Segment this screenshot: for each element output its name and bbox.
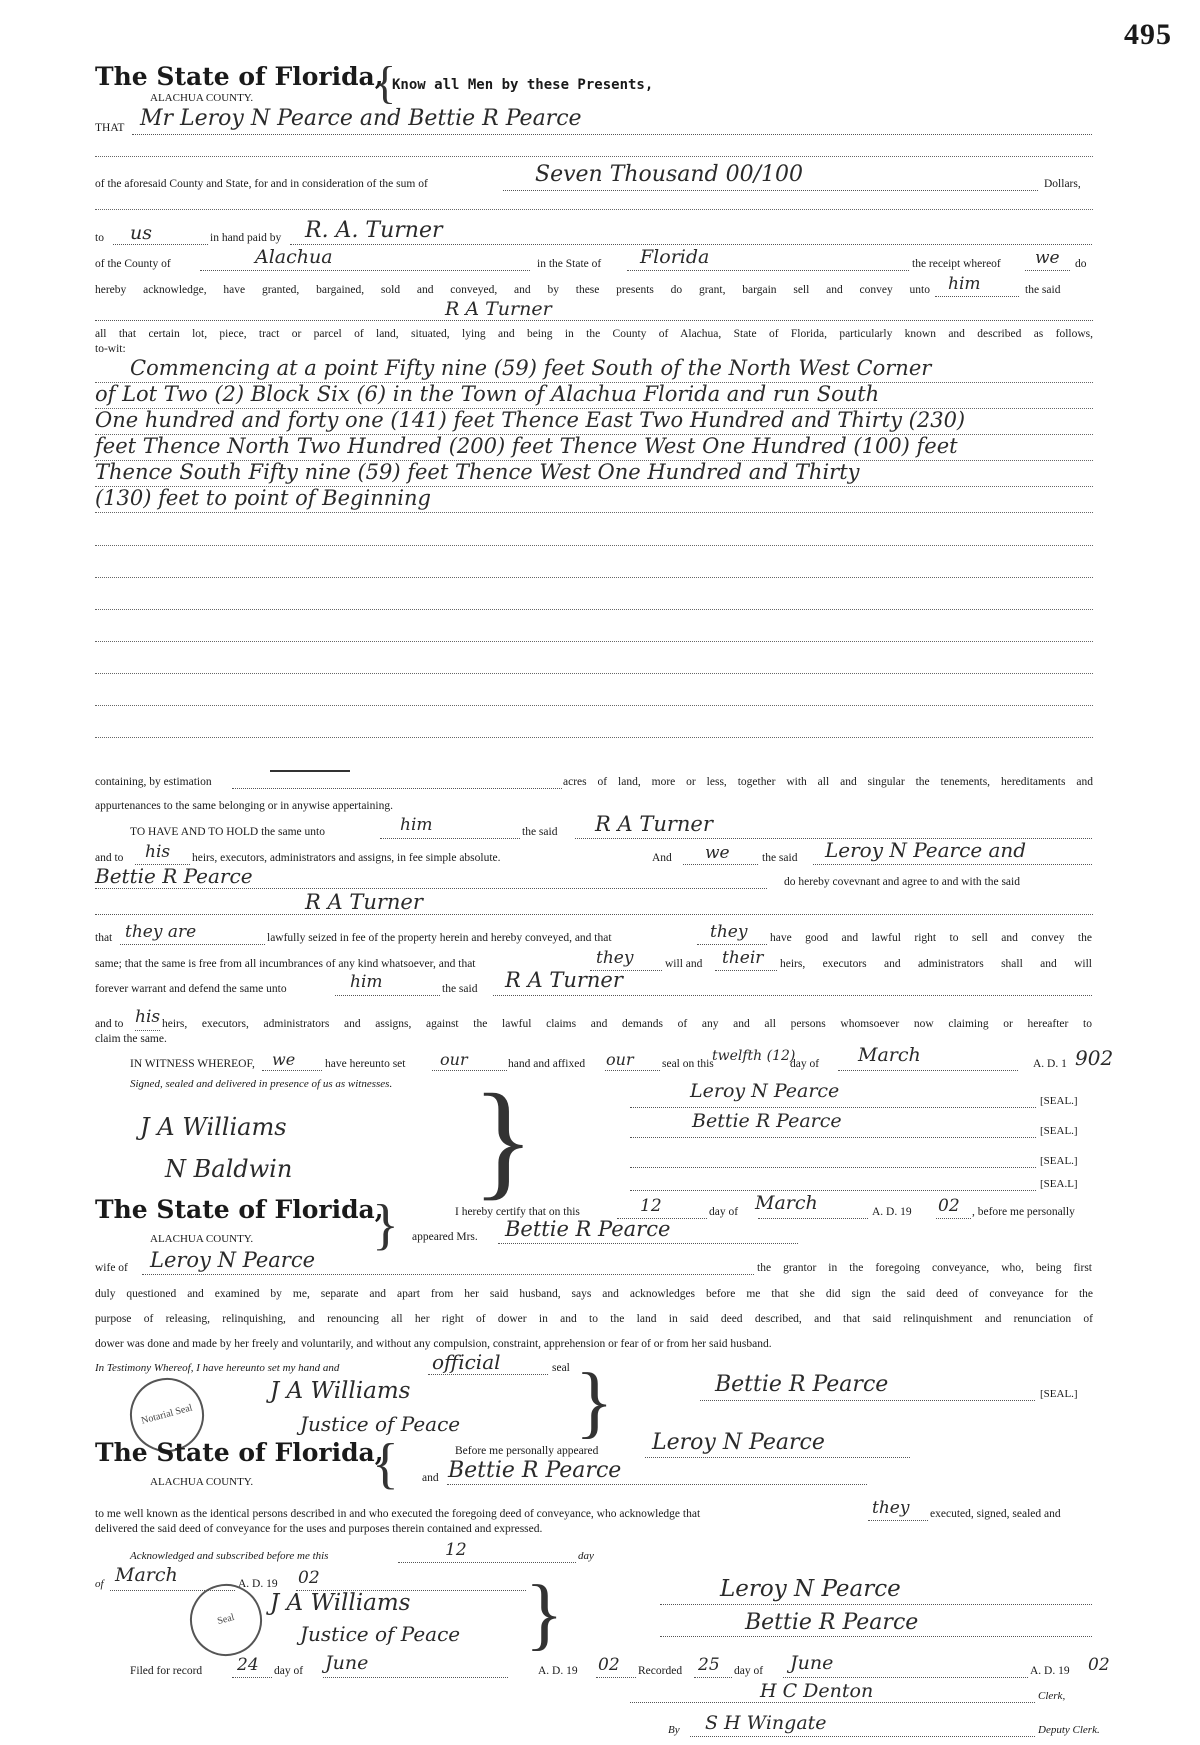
seized-text: lawfully seized in fee of the property herein and hereby conveyed, and that <box>267 932 612 944</box>
cert1-officer-title: Justice of Peace <box>300 1412 461 1436</box>
witness-signature: J A Williams <box>140 1113 287 1141</box>
month-handwritten: March <box>858 1044 921 1066</box>
cert2-year-handwritten: 02 <box>298 1568 320 1588</box>
payer-handwritten: R. A. Turner <box>305 218 443 243</box>
page-number: 495 <box>1124 18 1172 51</box>
cert1-state-title: The State of Florida, <box>95 1195 384 1224</box>
habendum-label: TO HAVE AND TO HOLD the same unto <box>130 826 325 838</box>
and-to-handwritten: his <box>145 842 171 862</box>
said-label: the said <box>762 852 798 864</box>
seal-label: [SEAL.] <box>1040 1155 1078 1167</box>
receipt-handwritten: we <box>1035 248 1060 268</box>
day-of-label: day of <box>790 1058 820 1070</box>
cert1-wife-of: wife of <box>95 1262 128 1274</box>
cert1-testimony-handwritten: official <box>432 1350 501 1374</box>
grantee-handwritten: R A Turner <box>445 298 552 320</box>
clerk-label: Clerk, <box>1038 1690 1066 1702</box>
filed-ad-label: A. D. 19 <box>538 1665 578 1677</box>
cert1-day-handwritten: 12 <box>640 1196 662 1216</box>
description-line: (130) feet to point of Beginning <box>95 486 431 510</box>
cert1-certify-text: I hereby certify that on this <box>455 1206 580 1218</box>
deputy-clerk-label: Deputy Clerk. <box>1038 1724 1100 1736</box>
hand-affixed-label: hand and affixed <box>508 1058 586 1070</box>
witness-signature: N Baldwin <box>165 1155 293 1183</box>
recorded-day-of: day of <box>734 1665 764 1677</box>
seal-label: [SEAL.] <box>1040 1095 1078 1107</box>
cert2-known-text: to me well known as the identical persons described in and who executed the foregoing deed of conveyance, who acknowledge that <box>95 1508 701 1520</box>
filed-day-handwritten: 24 <box>237 1655 259 1675</box>
that-handwritten-2: they are <box>125 922 197 942</box>
and-to-label: and to <box>95 852 124 864</box>
recorded-year-handwritten: 02 <box>1088 1655 1110 1675</box>
description-line: Thence South Fifty nine (59) feet Thence West One Hundred and Thirty <box>95 460 860 484</box>
habendum-grantee-handwritten: R A Turner <box>595 812 713 836</box>
cert1-month-handwritten: March <box>755 1192 818 1214</box>
paid-by-label: in hand paid by <box>210 232 282 244</box>
cert2-person1-handwritten: Leroy N Pearce <box>652 1430 825 1455</box>
grantor-name-handwritten: Leroy N Pearce and <box>825 838 1027 862</box>
cert2-month-handwritten: March <box>115 1564 178 1586</box>
cert2-ack-day-handwritten: 12 <box>445 1540 467 1560</box>
description-line: feet Thence North Two Hundred (200) feet Thence West One Hundred (100) feet <box>95 434 958 458</box>
cert1-appeared-handwritten: Bettie R Pearce <box>505 1217 671 1241</box>
to-handwritten: us <box>130 222 152 244</box>
seal-label: [SEA.L] <box>1040 1178 1078 1190</box>
clerk-signature: H C Denton <box>760 1680 874 1702</box>
cert2-person2-handwritten: Bettie R Pearce <box>448 1458 622 1483</box>
deputy-signature: S H Wingate <box>705 1712 827 1734</box>
county-of-label: of the County of <box>95 258 171 270</box>
dollars-label: Dollars, <box>1044 178 1081 190</box>
cert1-signature: Bettie R Pearce <box>715 1372 889 1397</box>
covenant-grantee-handwritten: R A Turner <box>305 890 423 914</box>
filed-label: Filed for record <box>130 1665 203 1677</box>
heirs-text: heirs, executors, administrators and assigns, in fee simple absolute. <box>192 852 501 864</box>
cert2-ack-subscribed: Acknowledged and subscribed before me this <box>130 1550 329 1562</box>
hand-handwritten: our <box>440 1050 468 1069</box>
cert2-state-title: The State of Florida, <box>95 1438 384 1467</box>
claim-text: claim the same. <box>95 1033 167 1045</box>
cert1-ad-label: A. D. 19 <box>872 1206 912 1218</box>
cert1-day-of: day of <box>709 1206 739 1218</box>
cert1-para-line: dower was done and made by her freely and voluntarily, and without any compulsion, constraint, apprehension or fear of or from her said husband. <box>95 1338 772 1350</box>
cert2-signature: Bettie R Pearce <box>745 1610 919 1635</box>
and-to-handwritten-2: his <box>135 1007 161 1027</box>
recorded-ad-label: A. D. 19 <box>1030 1665 1070 1677</box>
and-to-label-2: and to <box>95 1018 124 1030</box>
forever-grantee-handwritten: R A Turner <box>505 968 623 992</box>
cert2-and-label: and <box>422 1472 439 1484</box>
cert2-county-label: ALACHUA COUNTY. <box>150 1476 254 1488</box>
know-all-heading: Know all Men by these Presents, <box>392 77 654 93</box>
appurtenances-text: appurtenances to the same belonging or in anywise appertaining. <box>95 800 393 812</box>
cert1-appeared-label: appeared Mrs. <box>412 1231 478 1243</box>
cert2-executed-text: executed, signed, sealed and <box>930 1508 1061 1520</box>
cert2-delivered-text: delivered the said deed of conveyance for the uses and purposes therein contained and expressed. <box>95 1523 543 1535</box>
cert2-signature: Leroy N Pearce <box>720 1576 901 1602</box>
same-text: same; that the same is free from all incumbrances of any kind whatsoever, and that <box>95 958 476 970</box>
cert2-ad-label: A. D. 19 <box>238 1578 278 1590</box>
cert1-testimony: In Testimony Whereof, I have hereunto set my hand and <box>95 1362 340 1374</box>
will-and-label: will and <box>665 958 703 970</box>
cert2-notary-seal-stamp: Seal <box>182 1576 270 1664</box>
same-handwritten: they <box>596 948 634 968</box>
filed-year-handwritten: 02 <box>598 1655 620 1675</box>
covenant-text: do hereby covevnant and agree to and with the said <box>784 876 1020 888</box>
grantor-signature: Bettie R Pearce <box>692 1110 842 1132</box>
by-label: By <box>668 1724 680 1736</box>
description-line: One hundred and forty one (141) feet Thence East Two Hundred and Thirty (230) <box>95 408 966 432</box>
year-handwritten: 902 <box>1075 1046 1114 1070</box>
signed-sealed-text: Signed, sealed and delivered in presence of us as witnesses. <box>130 1078 393 1090</box>
grantors-handwritten: Mr Leroy N Pearce and Bettie R Pearce <box>140 106 582 131</box>
state-of-label: in the State of <box>537 258 602 270</box>
filed-day-of: day of <box>274 1665 304 1677</box>
description-line: of Lot Two (2) Block Six (6) in the Town of Alachua Florida and run South <box>95 382 880 406</box>
cert1-year-handwritten: 02 <box>938 1196 960 1216</box>
and-handwritten: we <box>705 843 730 863</box>
cert1-before-me: , before me personally <box>972 1206 1075 1218</box>
acres-text: acres of land, more or less, together with all and singular the tenements, hereditaments and <box>563 776 1093 788</box>
cert1-para-line: purpose of releasing, relinquishing, and renouncing all her right of dower in and to the land in said deed described, and that said relinquishment and renunciation of <box>95 1313 1093 1325</box>
sum-handwritten: Seven Thousand 00/100 <box>535 162 804 187</box>
good-right-text: have good and lawful right to sell and convey the <box>770 932 1092 944</box>
cert2-day-label: day <box>578 1550 594 1562</box>
filed-month-handwritten: June <box>325 1652 369 1674</box>
seal-label: [SEAL.] <box>1040 1125 1078 1137</box>
ack-text: hereby acknowledge, have granted, bargained, sold and conveyed, and by these presents do grant, bargain sell and convey unto <box>95 284 930 296</box>
ad-label: A. D. 1 <box>1033 1058 1067 1070</box>
cert2-known-handwritten: they <box>872 1498 910 1518</box>
cert2-officer-title: Justice of Peace <box>300 1622 461 1646</box>
to-label: to <box>95 232 104 244</box>
to-wit-label: to-wit: <box>95 343 126 355</box>
cert1-wife-handwritten: Leroy N Pearce <box>150 1248 316 1272</box>
witness-handwritten: we <box>272 1050 296 1069</box>
that-label-2: that <box>95 932 113 944</box>
recorded-day-handwritten: 25 <box>698 1655 720 1675</box>
recorded-label: Recorded <box>638 1665 683 1677</box>
cert2-before-me: Before me personally appeared <box>455 1445 599 1457</box>
cert2-of-label: of <box>95 1578 104 1590</box>
forever-handwritten: him <box>350 972 383 992</box>
day-handwritten: twelfth (12) <box>712 1048 796 1064</box>
cert1-officer-signature: J A Williams <box>270 1378 411 1404</box>
consideration-text: of the aforesaid County and State, for and in consideration of the sum of <box>95 178 428 190</box>
unto-handwritten: him <box>948 274 981 294</box>
lawful-claims-text: heirs, executors, administrators and assigns, against the lawful claims and demands of any and all persons whomsoever now claiming or hereafter to <box>162 1018 1092 1030</box>
cert1-para-line: duly questioned and examined by me, separate and apart from her said husband, says and acknowledges before me that she did sign the said deed of conveyance for the <box>95 1288 1093 1300</box>
county-handwritten: Alachua <box>255 246 333 268</box>
county-label: ALACHUA COUNTY. <box>150 92 254 104</box>
do-label: do <box>1075 258 1087 270</box>
the-said-label: the said <box>1025 284 1061 296</box>
description-line: Commencing at a point Fifty nine (59) feet South of the North West Corner <box>130 356 932 380</box>
cert1-seal-label: [SEAL.] <box>1040 1388 1078 1400</box>
cert1-notary-seal-stamp: Notarial Seal <box>122 1370 213 1461</box>
all-that-text: all that certain lot, piece, tract or parcel of land, situated, lying and being in the County of Alachua, State of Florida, particularly known and described as follows, <box>95 328 1093 340</box>
seal-on-label: seal on this <box>662 1058 714 1070</box>
cert1-seal-word: seal <box>552 1362 570 1374</box>
habendum-said-label: the said <box>522 826 558 838</box>
cert2-officer-signature: J A Williams <box>270 1590 411 1616</box>
witness-label: IN WITNESS WHEREOF, <box>130 1058 255 1070</box>
cert1-grantor-text: the grantor in the foregoing conveyance, who, being first <box>757 1262 1092 1274</box>
cert1-county-label: ALACHUA COUNTY. <box>150 1233 254 1245</box>
heirs-exec-text: heirs, executors and administrators shall and will <box>780 958 1092 970</box>
deed-page: 495 The State of Florida, ALACHUA COUNTY. { Know all Men by these Presents, THAT Mr Leroy N Pearce and Bettie R Pearce of the aforesaid County and State, for and in consideration of the sum of Seven Thousand 00/100 Dollars, to us in hand paid by R. A. Turner of the County of Alachua in the State of Florida the receipt whereof we do hereby acknowledge, have granted, bargained, sold and conveyed, and by these presents do grant, bargain sell and convey unto him the said R A Turner all that certain lot, piece, tract or parcel of land, situated, lying and being in the County of Alachua, State of Florida, particularly known and described as follows, to-wit: Commencing at a point Fifty nine (59) feet South of the North West Corner of Lot Two (2) Block Six (6) in the Town of Alachua Florida and run South One hundred and forty one (141) feet Thence East Two Hundred and Thirty (230) feet Thence North Two Hundred (200) feet Thence West One Hundred (100) feet Thence South Fifty nine (59) feet Thence West One Hundred and Thirty (130) feet to point of Beginning containing, by estimation acres of land, more or less, together with all and singular the tenements, hereditaments and appurtenances to the same belonging or in anywise appertaining. TO HAVE AND TO HOLD the same unto him the said R A Turner and to his heirs, executors, administrators and assigns, in fee simple absolute. And we the said Leroy N Pearce and Bettie R Pearce do hereby covevnant and agree to and with the said R A Turner that they are lawfully seized in fee of the property herein and hereby conveyed, and that they have good and lawful right to sell and convey the same; that the same is free from all incumbrances of any kind whatsoever, and that they will and their heirs, executors and administrators shall and will forever warrant and defend the same unto him the said R A Turner and to his heirs, executors, administrators and assigns, against the lawful claims and demands of any and all persons whomsoever now claiming or hereafter to claim the same. IN WITNESS WHEREOF, we have hereunto set our hand and affixed our seal on this twelfth (12) day of March A. D. 1 902 Signed, sealed and delivered in presence of us as witnesses. J A Williams N Baldwin } Leroy N Pearce [SEAL.] Bettie R Pearce [SEAL.] [SEAL.] [SEA.L] The State of Florida, ALACHUA COUNTY. } I hereby certify that on this 12 day of March A. D. 19 02 , before me personally appeared Mrs. Bettie R Pearce wife of Leroy N Pearce the grantor in the foregoing conveyance, who, being first duly questioned and examined by me, separate and apart from her said husband, says and acknowledges before me that she did sign the said deed of conveyance for the purpose of releasing, relinquishing, and renouncing all her right of dower in and to the land in said deed described, and that said relinquishment and renunciation of dower was done and made by her freely and voluntarily, and without any compulsion, constraint, apprehension or fear of or from her said husband. In Testimony Whereof, I have hereunto set my hand and official seal Notarial Seal J A Williams Justice of Peace } Bettie R Pearce [SEAL.] The State of Florida, ALACHUA COUNTY. { Before me personally appeared Leroy N Pearce and Bettie R Pearce to me well known as the identical persons described in and who executed the foregoing deed of conveyance, who acknowledge that they executed, signed, sealed and delivered the said deed of conveyance for the uses and purposes therein contained and expressed. Acknowledged and subscribed before me this 12 day of March A. D. 19 02 Seal J A Williams Justice of Peace } Leroy N Pearce Bettie R Pearce Filed for record 24 day of June A. D. 19 02 Recorded 25 day of June A. D. 19 02 H C Denton Clerk, By S H Wingate Deputy Clerk. <box>95 18 1172 1736</box>
state-handwritten: Florida <box>640 246 710 268</box>
that-label: THAT <box>95 122 125 134</box>
habendum-handwritten: him <box>400 815 433 835</box>
containing-label: containing, by estimation <box>95 776 212 788</box>
will-handwritten: their <box>722 948 764 968</box>
recorded-month-handwritten: June <box>790 1652 834 1674</box>
state-title: The State of Florida, <box>95 62 384 91</box>
and-label: And <box>652 852 672 864</box>
seal-handwritten: our <box>606 1050 634 1069</box>
hereunto-label: have hereunto set <box>325 1058 406 1070</box>
receipt-label: the receipt whereof <box>912 258 1001 270</box>
seized-handwritten: they <box>710 922 748 942</box>
grantor-name2-handwritten: Bettie R Pearce <box>95 864 253 888</box>
grantor-signature: Leroy N Pearce <box>690 1080 840 1102</box>
forever-said-label: the said <box>442 983 478 995</box>
forever-text: forever warrant and defend the same unto <box>95 983 287 995</box>
